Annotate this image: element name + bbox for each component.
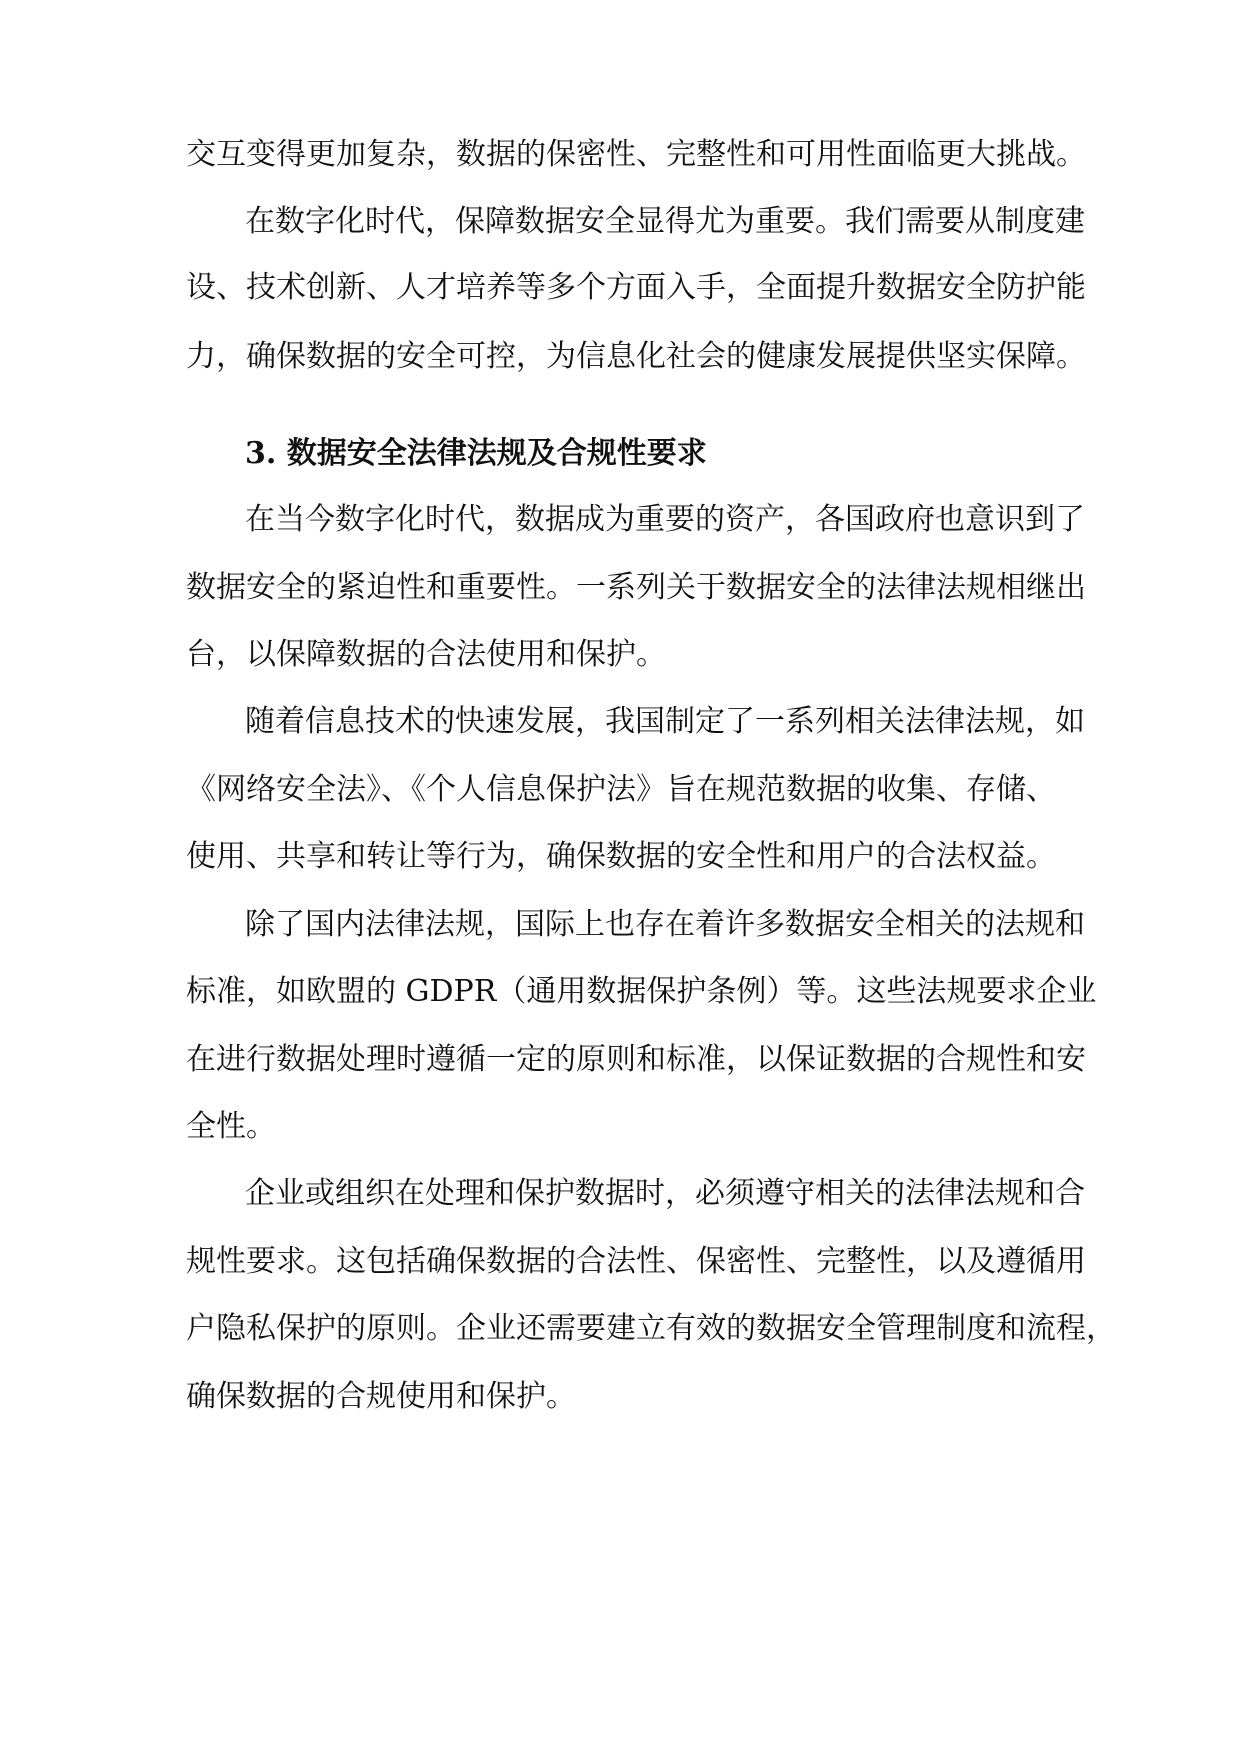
paragraph-line: 数据安全的紧迫性和重要性。一系列关于数据安全的法律法规相继出 — [186, 570, 1086, 605]
paragraph-line: 全性。 — [186, 1109, 276, 1144]
paragraph-line: 企业或组织在处理和保护数据时，必须遵守相关的法律法规和合 — [245, 1176, 1085, 1211]
paragraph-line: 在数字化时代，保障数据安全显得尤为重要。我们需要从制度建 — [245, 204, 1085, 239]
paragraph-line: 确保数据的合规使用和保护。 — [186, 1379, 576, 1414]
paragraph-line: 在当今数字化时代，数据成为重要的资产，各国政府也意识到了 — [245, 502, 1085, 537]
paragraph-line: 《网络安全法》、《个人信息保护法》旨在规范数据的收集、存储、 — [186, 772, 1056, 807]
paragraph-line: 标准，如欧盟的 GDPR（通用数据保护条例）等。这些法规要求企业 — [186, 974, 1097, 1009]
paragraph-line: 规性要求。这包括确保数据的合法性、保密性、完整性，以及遵循用 — [186, 1244, 1086, 1279]
paragraph-line: 使用、共享和转让等行为，确保数据的安全性和用户的合法权益。 — [186, 839, 1056, 874]
paragraph-line: 设、技术创新、人才培养等多个方面入手，全面提升数据安全防护能 — [186, 270, 1086, 305]
paragraph-continuation-line: 交互变得更加复杂，数据的保密性、完整性和可用性面临更大挑战。 — [186, 137, 1086, 172]
section-heading: 3. 数据安全法律法规及合规性要求 — [245, 436, 707, 471]
paragraph-line: 随着信息技术的快速发展，我国制定了一系列相关法律法规，如 — [245, 704, 1085, 739]
paragraph-line: 除了国内法律法规，国际上也存在着许多数据安全相关的法规和 — [245, 907, 1085, 942]
paragraph-line: 户隐私保护的原则。企业还需要建立有效的数据安全管理制度和流程， — [186, 1311, 1116, 1346]
paragraph-line: 台，以保障数据的合法使用和保护。 — [186, 637, 666, 672]
paragraph-line: 在进行数据处理时遵循一定的原则和标准，以保证数据的合规性和安 — [186, 1042, 1086, 1077]
paragraph-line: 力，确保数据的安全可控，为信息化社会的健康发展提供坚实保障。 — [186, 339, 1086, 374]
